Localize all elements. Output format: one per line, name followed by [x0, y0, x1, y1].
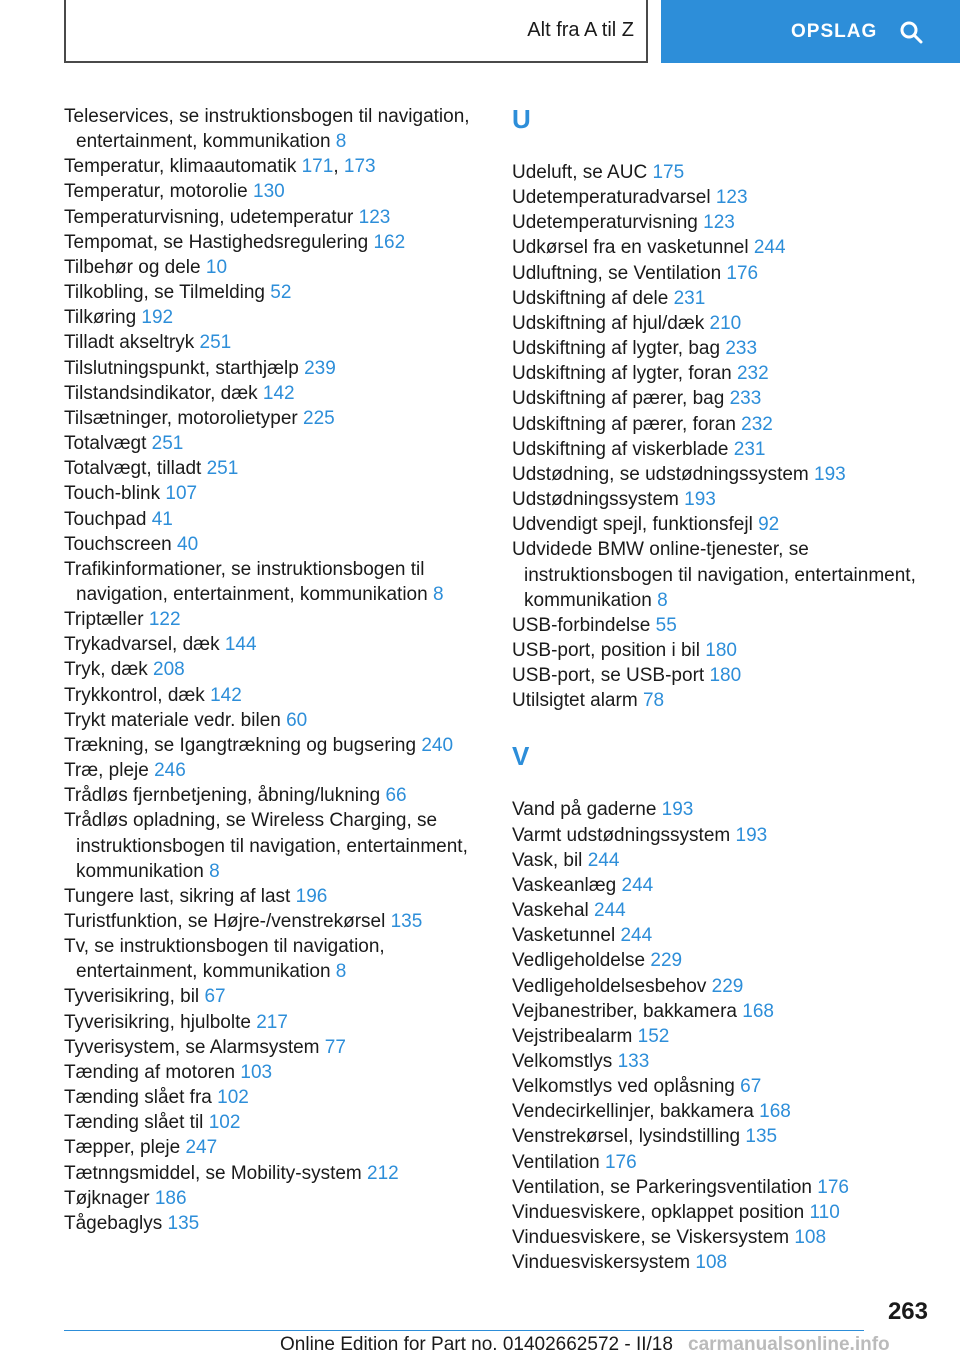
page-link[interactable]: 247 — [185, 1137, 218, 1159]
index-entry — [512, 537, 932, 612]
page-link[interactable]: 240 — [421, 734, 454, 756]
index-entry — [64, 733, 484, 758]
page-link[interactable]: 246 — [154, 760, 186, 782]
entry-text: Tilsætninger, motorolietyper — [64, 407, 298, 429]
entry-text: Touchscreen — [64, 533, 172, 555]
entry-text: Venstrekørsel, lysindstilling — [512, 1126, 741, 1148]
entry-text: Udskiftning af pærer, bag — [512, 388, 725, 410]
page-number: 263 — [887, 1298, 928, 1325]
entry-text: Temperatur, klimaautomatik — [64, 156, 297, 178]
entry-text: Udluftning, se Ventilation — [512, 262, 722, 284]
footer-divider — [64, 1330, 864, 1331]
index-entry — [512, 462, 932, 487]
page-link[interactable]: 142 — [262, 382, 295, 404]
entry-text: Tyverisikring, hjulbolte — [64, 1011, 251, 1033]
index-entry — [64, 632, 484, 657]
index-entry — [64, 1060, 484, 1085]
entry-text: Temperaturvisning, udetemperatur — [64, 206, 354, 228]
page-link[interactable]: 133 — [617, 1051, 650, 1072]
index-entry — [64, 934, 484, 984]
entry-text: Træ, pleje — [64, 760, 149, 782]
entry-text: Udeluft, se AUC — [512, 162, 648, 183]
index-entry — [64, 1186, 484, 1211]
page-link[interactable]: 152 — [637, 1025, 670, 1047]
index-entry — [512, 848, 932, 873]
page-link[interactable]: 244 — [621, 874, 654, 896]
page-link[interactable]: 208 — [153, 659, 185, 681]
page-link[interactable]: 229 — [650, 950, 683, 972]
entry-text: Tætnngsmiddel, se Mobility-system — [64, 1162, 362, 1184]
entry-text: Vasketunnel — [512, 925, 616, 947]
index-entry — [512, 898, 932, 923]
search-icon — [899, 20, 923, 44]
index-entry — [64, 179, 484, 204]
index-entry — [64, 406, 484, 431]
section-letter: U — [512, 104, 531, 134]
entry-text: Vaskeanlæg — [512, 874, 617, 896]
index-entry — [512, 797, 932, 822]
page-link[interactable]: 107 — [165, 483, 198, 505]
page-link[interactable]: 212 — [367, 1162, 399, 1184]
index-entry — [512, 999, 932, 1024]
index-entry — [512, 823, 932, 848]
index-entry — [64, 808, 484, 883]
entry-text: Tilkobling, se Tilmelding — [64, 282, 265, 304]
page-link[interactable]: 193 — [684, 489, 716, 511]
index-entry — [64, 783, 484, 808]
index-entry — [64, 456, 484, 481]
index-entry — [64, 1085, 484, 1110]
entry-text: Tyverisikring, bil — [64, 986, 200, 1008]
entry-text: Udskiftning af dele — [512, 287, 669, 309]
page-link[interactable]: 251 — [206, 458, 239, 480]
page-link[interactable]: 229 — [711, 975, 744, 997]
page-link[interactable]: 176 — [726, 262, 759, 284]
entry-text: Vask, bil — [512, 849, 583, 871]
page-link[interactable]: 77 — [324, 1036, 346, 1058]
page-link[interactable]: 232 — [736, 363, 769, 385]
entry-text: Vinduesviskere, opklappet position — [512, 1201, 805, 1223]
index-entry — [512, 487, 932, 512]
index-entry — [64, 305, 484, 330]
entry-text: Udvendigt spejl, funktionsfejl — [512, 514, 753, 536]
index-entry — [64, 1010, 484, 1035]
entry-text: Udetemperaturvisning — [512, 212, 698, 234]
index-entry — [512, 386, 932, 411]
index-entry — [64, 607, 484, 632]
page-link[interactable]: 135 — [745, 1126, 778, 1148]
index-entry — [64, 280, 484, 305]
index-entry — [64, 230, 484, 255]
page-link[interactable]: 144 — [224, 634, 257, 656]
page-link[interactable]: 8 — [432, 583, 444, 605]
index-entry — [64, 431, 484, 456]
page-link[interactable]: 193 — [735, 824, 768, 846]
index-entry — [64, 984, 484, 1009]
entry-text: Touch-blink — [64, 483, 161, 505]
page-link[interactable]: 244 — [587, 849, 620, 871]
page-link[interactable]: 210 — [709, 312, 742, 334]
index-entry — [512, 923, 932, 948]
index-entry — [64, 255, 484, 280]
entry-text: Velkomstlys ved oplåsning — [512, 1076, 735, 1098]
lookup-label: OPSLAG — [791, 20, 878, 42]
page-link[interactable]: 193 — [661, 799, 694, 821]
page-link[interactable]: 123 — [715, 187, 748, 209]
index-entry — [64, 481, 484, 506]
entry-text: Tryk, dæk — [64, 659, 148, 681]
index-entry — [512, 361, 932, 386]
index-entry — [64, 557, 484, 607]
page-link[interactable]: 171 — [301, 156, 334, 178]
index-entry — [64, 1161, 484, 1186]
entry-text: Trådløs fjernbetjening, åbning/lukning — [64, 785, 381, 807]
entry-text: Varmt udstødningssystem — [512, 824, 731, 846]
index-entry — [512, 638, 932, 663]
page-link[interactable]: 186 — [154, 1187, 187, 1209]
page-link[interactable]: 8 — [209, 860, 220, 882]
page-link[interactable]: 225 — [303, 407, 335, 429]
page-link[interactable]: 123 — [358, 206, 391, 228]
entry-text: Tænding af motoren — [64, 1061, 236, 1083]
entry-text: Turistfunktion, se Højre-/venstrekørsel — [64, 911, 386, 932]
entry-text: Tænding slået fra — [64, 1087, 212, 1109]
entry-text: Udskiftning af lygter, bag — [512, 338, 721, 360]
entry-text: Tv, se instruktionsbogen til navigation, entertainment, kommunikation — [64, 936, 385, 983]
index-entry — [512, 235, 932, 260]
entry-text: Trykadvarsel, dæk — [64, 634, 220, 656]
entry-text: Vedligeholdelse — [512, 950, 646, 972]
entry-text: Triptæller — [64, 609, 144, 631]
index-column-left — [64, 104, 484, 1236]
page-link[interactable]: 8 — [657, 589, 668, 611]
watermark: carmanualsonline.info — [688, 1334, 890, 1355]
page-link[interactable]: 231 — [733, 438, 766, 460]
index-entry — [512, 1225, 932, 1250]
page-link[interactable]: 67 — [740, 1076, 762, 1098]
entry-text: Udstødning, se udstødningssystem — [512, 463, 809, 485]
page-link[interactable]: 122 — [148, 609, 181, 631]
entry-text: Vinduesviskersystem — [512, 1252, 691, 1274]
entry-text: Tæpper, pleje — [64, 1137, 181, 1159]
index-entry — [512, 688, 932, 713]
page-link[interactable]: 66 — [385, 785, 407, 807]
entry-text: Vaskehal — [512, 900, 589, 922]
entry-text: Touchpad — [64, 508, 147, 530]
page-link[interactable]: 60 — [286, 709, 308, 731]
index-entry — [512, 1175, 932, 1200]
entry-text: Udskiftning af lygter, foran — [512, 363, 732, 385]
index-entry — [512, 1074, 932, 1099]
index-entry — [512, 185, 932, 210]
index-entry — [64, 1135, 484, 1160]
entry-text: USB-port, se USB-port — [512, 665, 705, 687]
entry-text: Tempomat, se Hastighedsregulering — [64, 231, 369, 253]
entry-text: USB-forbindelse — [512, 614, 651, 636]
index-entry: Temperatur, klimaautomatik 171, 173 — [64, 156, 376, 178]
entry-text: USB-port, position i bil — [512, 639, 700, 661]
index-entry — [512, 974, 932, 999]
page-link[interactable]: 168 — [742, 1000, 774, 1022]
entry-text: Tilslutningspunkt, starthjælp — [64, 357, 299, 379]
edition-note: Online Edition for Part no. 01402662572 - II/18 — [280, 1334, 673, 1355]
page-link[interactable]: 108 — [794, 1227, 827, 1249]
index-entry — [512, 1024, 932, 1049]
page-link[interactable]: 92 — [758, 514, 780, 536]
index-entry — [64, 205, 484, 230]
page-link[interactable]: 180 — [709, 665, 742, 687]
page-link[interactable]: 10 — [205, 256, 228, 278]
page-link[interactable]: 102 — [217, 1087, 249, 1109]
index-entry — [64, 909, 484, 934]
index-entry — [64, 381, 484, 406]
page-link[interactable]: 123 — [703, 212, 735, 234]
page-link[interactable]: 251 — [199, 332, 232, 354]
page-link[interactable]: 232 — [741, 413, 773, 435]
index-entry — [64, 104, 484, 154]
index-column-right — [512, 104, 932, 1275]
entry-text: Utilsigtet alarm — [512, 690, 638, 712]
section-tab — [64, 0, 648, 63]
entry-text: Tilkøring — [64, 307, 137, 329]
page-link[interactable]: 217 — [256, 1011, 288, 1033]
index-entry — [512, 210, 932, 235]
index-entry — [64, 330, 484, 355]
lookup-button[interactable] — [661, 0, 960, 63]
page-link[interactable]: 108 — [695, 1252, 728, 1274]
entry-text: Udskiftning af viskerblade — [512, 438, 729, 460]
page-link[interactable]: 173 — [343, 156, 376, 178]
page-link[interactable]: 41 — [151, 508, 173, 530]
entry-text: Tågebaglys — [64, 1212, 163, 1234]
section-letter: V — [512, 741, 530, 772]
index-entry — [512, 1200, 932, 1225]
index-entry — [512, 261, 932, 286]
index-entry — [64, 507, 484, 532]
page-link[interactable]: 175 — [652, 162, 685, 183]
index-entry — [64, 356, 484, 381]
index-entry — [512, 336, 932, 361]
entry-text: Vejbanestriber, bakkamera — [512, 1000, 737, 1022]
entry-text: Udskiftning af pærer, foran — [512, 413, 736, 435]
index-entry — [64, 683, 484, 708]
entry-text: Ventilation, se Parkeringsventilation — [512, 1176, 812, 1198]
page-link[interactable]: 251 — [151, 433, 184, 455]
entry-text: Teleservices, se instruktionsbogen til navigation, entertainment, kommunikation — [64, 106, 470, 153]
index-entry — [512, 663, 932, 688]
index-entry — [512, 512, 932, 537]
entry-text: Trykkontrol, dæk — [64, 684, 205, 706]
index-entry — [512, 412, 932, 437]
index-entry — [512, 311, 932, 336]
entry-text: Totalvægt, tilladt — [64, 458, 202, 480]
entry-text: Udkørsel fra en vasketunnel — [512, 237, 749, 259]
index-entry — [512, 437, 932, 462]
entry-text: Udskiftning af hjul/dæk — [512, 312, 705, 334]
page-link[interactable]: 244 — [594, 900, 626, 922]
index-entry — [64, 884, 484, 909]
index-entry — [64, 1110, 484, 1135]
index-entry — [64, 708, 484, 733]
entry-text: Tungere last, sikring af last — [64, 885, 291, 907]
index-entry — [64, 657, 484, 682]
page-link[interactable]: 192 — [141, 307, 174, 329]
page-link[interactable]: 168 — [759, 1101, 791, 1123]
page-link[interactable]: 55 — [655, 614, 677, 636]
entry-text: Udetemperaturadvarsel — [512, 187, 711, 209]
index-entry — [512, 1124, 932, 1149]
page-link[interactable]: 135 — [167, 1212, 200, 1234]
page-link[interactable]: 196 — [295, 885, 328, 907]
entry-text: Trafikinformationer, se instruktionsbogen til navigation, entertainment, kommunikation — [64, 558, 428, 605]
page-link[interactable]: 103 — [240, 1061, 273, 1083]
section-title: Alt fra A til Z — [527, 19, 634, 41]
entry-text: Tøjknager — [64, 1187, 150, 1209]
index-entry — [512, 613, 932, 638]
index-entry — [512, 1150, 932, 1175]
page-link[interactable]: 142 — [210, 684, 242, 706]
entry-text: Udstødningssystem — [512, 489, 679, 511]
index-entry — [64, 1035, 484, 1060]
entry-text: Vendecirkellinjer, bakkamera — [512, 1101, 754, 1123]
index-entry — [512, 1250, 932, 1275]
entry-text: Vand på gaderne — [512, 799, 657, 821]
index-entry — [512, 873, 932, 898]
entry-text: Ventilation — [512, 1151, 600, 1173]
entry-text: Vejstribealarm — [512, 1025, 633, 1047]
page-link[interactable]: 180 — [705, 639, 737, 661]
page-link[interactable]: 110 — [809, 1201, 840, 1223]
entry-text: Velkomstlys — [512, 1051, 613, 1072]
page-link[interactable]: 176 — [817, 1176, 849, 1198]
page-link[interactable]: 233 — [729, 388, 762, 410]
entry-text: Temperatur, motorolie — [64, 181, 248, 203]
index-entry — [64, 758, 484, 783]
page-link[interactable]: 233 — [725, 338, 758, 360]
index-entry — [512, 1049, 932, 1074]
page-link[interactable]: 130 — [253, 181, 285, 203]
index-entry — [512, 948, 932, 973]
page-link[interactable]: 52 — [270, 282, 292, 304]
page-link[interactable]: 244 — [620, 925, 653, 947]
page-link[interactable]: 40 — [177, 533, 199, 555]
entry-text: Totalvægt — [64, 433, 147, 455]
page-link[interactable]: 102 — [208, 1112, 241, 1134]
entry-text: Vedligeholdelsesbehov — [512, 975, 707, 997]
page-link[interactable]: 193 — [814, 463, 846, 485]
entry-text: Trykt materiale vedr. bilen — [64, 709, 281, 731]
page-link[interactable]: 8 — [335, 961, 347, 983]
page-link[interactable]: 231 — [673, 287, 706, 309]
index-entry — [512, 160, 932, 185]
entry-text: Tilbehør og dele — [64, 256, 201, 278]
page-link[interactable]: 67 — [204, 986, 226, 1008]
page-link[interactable]: 239 — [304, 357, 336, 379]
entry-text: Trådløs opladning, se Wireless Charging, se instruktionsbogen til navigation, entertainment, kommunikation — [64, 810, 468, 882]
entry-text: Trækning, se Igangtrækning og bugsering — [64, 734, 417, 756]
entry-text: Udvidede BMW online-tjenester, se instruktionsbogen til navigation, entertainment, kommunikation — [512, 539, 916, 611]
page-link[interactable]: 244 — [753, 237, 786, 259]
index-entry — [512, 1099, 932, 1124]
index-entry — [64, 532, 484, 557]
page-link[interactable]: 78 — [642, 690, 665, 712]
entry-text: Tilladt akseltryk — [64, 332, 195, 354]
index-entry — [512, 286, 932, 311]
entry-text: Vinduesviskere, se Viskersystem — [512, 1227, 790, 1249]
page-link[interactable]: 8 — [335, 131, 347, 153]
page-link[interactable]: 135 — [390, 911, 423, 932]
page-link[interactable]: 162 — [373, 231, 406, 253]
entry-text: Tyverisystem, se Alarmsystem — [64, 1036, 320, 1058]
index-entry — [64, 1211, 484, 1236]
page-link[interactable]: 176 — [604, 1151, 637, 1173]
entry-text: Tilstandsindikator, dæk — [64, 382, 258, 404]
entry-text: Tænding slået til — [64, 1112, 204, 1134]
